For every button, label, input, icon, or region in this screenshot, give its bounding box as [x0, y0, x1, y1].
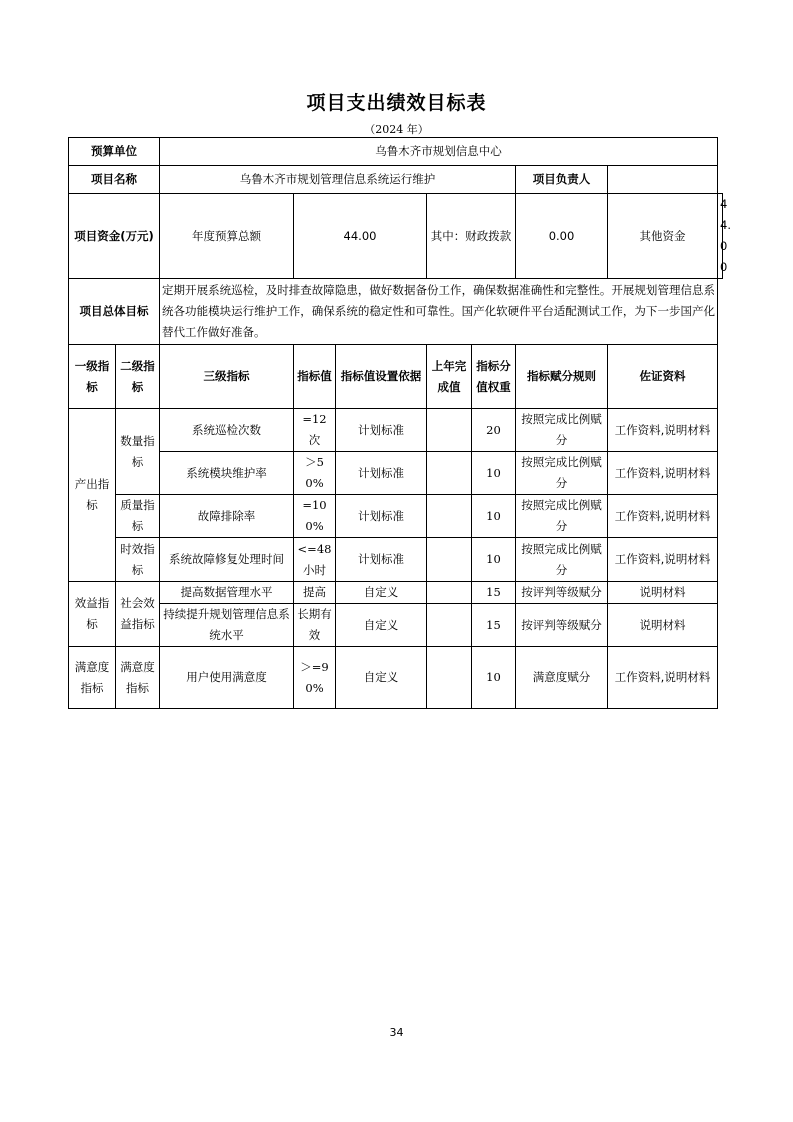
col-header: 三级指标 [160, 345, 294, 409]
rule-cell: 按评判等级赋分 [516, 604, 608, 647]
value-cell: 长期有效 [294, 604, 336, 647]
basis-cell: 计划标准 [336, 452, 427, 495]
col-header: 指标值 [294, 345, 336, 409]
table-row [69, 647, 723, 709]
page-title: 项目支出绩效目标表 [306, 92, 487, 114]
level3-cell: 故障排除率 [160, 495, 294, 538]
value-cell: ＞=90% [294, 647, 336, 709]
project-funds-label: 项目资金(万元) [69, 194, 160, 279]
level3-cell: 系统故障修复处理时间 [160, 538, 294, 582]
project-owner-label: 项目负责人 [516, 166, 608, 194]
table-row [69, 582, 723, 604]
col-header: 指标值设置依据 [336, 345, 427, 409]
weight-cell: 10 [472, 452, 516, 495]
project-name-row [69, 166, 723, 194]
fiscal-funds-value: 0.00 [516, 194, 608, 279]
level1-cell: 产出指标 [69, 409, 116, 582]
evidence-cell: 工作资料,说明材料 [608, 538, 718, 582]
evidence-cell: 说明材料 [608, 604, 718, 647]
budget-unit-value: 乌鲁木齐市规划信息中心 [160, 138, 718, 166]
level3-cell: 系统巡检次数 [160, 409, 294, 452]
level3-cell: 持续提升规划管理信息系统水平 [160, 604, 294, 647]
fiscal-funds-label: 其中：财政拨款 [427, 194, 516, 279]
value-cell: ＞50% [294, 452, 336, 495]
overall-goal-label: 项目总体目标 [69, 279, 160, 345]
col-header: 上年完成值 [427, 345, 472, 409]
evidence-cell: 工作资料,说明材料 [608, 495, 718, 538]
level3-cell: 系统模块维护率 [160, 452, 294, 495]
basis-cell: 自定义 [336, 647, 427, 709]
level1-cell: 满意度指标 [69, 647, 116, 709]
value-cell: 提高 [294, 582, 336, 604]
evidence-cell: 工作资料,说明材料 [608, 647, 718, 709]
basis-cell: 自定义 [336, 582, 427, 604]
basis-cell: 计划标准 [336, 538, 427, 582]
level2-cell: 质量指标 [116, 495, 160, 538]
weight-cell: 10 [472, 495, 516, 538]
budget-unit-label: 预算单位 [69, 138, 160, 166]
weight-cell: 15 [472, 582, 516, 604]
evidence-cell: 工作资料,说明材料 [608, 452, 718, 495]
project-funds-row [69, 194, 723, 279]
annual-budget-label: 年度预算总额 [160, 194, 294, 279]
project-owner-value [608, 166, 718, 194]
col-header: 指标分值权重 [472, 345, 516, 409]
last-year-cell [427, 647, 472, 709]
basis-cell: 计划标准 [336, 495, 427, 538]
value-cell: =100% [294, 495, 336, 538]
level3-cell: 用户使用满意度 [160, 647, 294, 709]
basis-cell: 自定义 [336, 604, 427, 647]
level2-cell: 社会效益指标 [116, 582, 160, 647]
rule-cell: 按照完成比例赋分 [516, 409, 608, 452]
performance-table [68, 137, 732, 709]
col-header: 指标赋分规则 [516, 345, 608, 409]
level2-cell: 数量指标 [116, 409, 160, 495]
table-row [69, 604, 723, 647]
year-label: （2024 年） [364, 123, 429, 136]
column-header-row [69, 345, 723, 409]
rule-cell: 按照完成比例赋分 [516, 495, 608, 538]
col-header: 佐证资料 [608, 345, 718, 409]
evidence-cell: 工作资料,说明材料 [608, 409, 718, 452]
other-funds-label: 其他资金 [608, 194, 718, 279]
basis-cell: 计划标准 [336, 409, 427, 452]
last-year-cell [427, 538, 472, 582]
table-row [69, 452, 723, 495]
level2-cell: 时效指标 [116, 538, 160, 582]
project-name-value: 乌鲁木齐市规划管理信息系统运行维护 [160, 166, 516, 194]
budget-unit-row [69, 138, 723, 166]
value-cell: <=48小时 [294, 538, 336, 582]
table-row [69, 409, 723, 452]
table-row [69, 495, 723, 538]
overall-goal-row [69, 279, 723, 345]
weight-cell: 15 [472, 604, 516, 647]
last-year-cell [427, 495, 472, 538]
weight-cell: 10 [472, 647, 516, 709]
last-year-cell [427, 582, 472, 604]
col-header: 二级指标 [116, 345, 160, 409]
level2-cell: 满意度指标 [116, 647, 160, 709]
annual-budget-value: 44.00 [294, 194, 427, 279]
evidence-cell: 说明材料 [608, 582, 718, 604]
level3-cell: 提高数据管理水平 [160, 582, 294, 604]
weight-cell: 10 [472, 538, 516, 582]
other-funds-value: 44.00 [718, 194, 723, 279]
rule-cell: 按照完成比例赋分 [516, 538, 608, 582]
rule-cell: 按评判等级赋分 [516, 582, 608, 604]
table-row [69, 538, 723, 582]
project-name-label: 项目名称 [69, 166, 160, 194]
last-year-cell [427, 452, 472, 495]
col-header: 一级指标 [69, 345, 116, 409]
overall-goal-cell [160, 279, 718, 345]
last-year-cell [427, 604, 472, 647]
last-year-cell [427, 409, 472, 452]
rule-cell: 满意度赋分 [516, 647, 608, 709]
page-number: 34 [389, 1026, 404, 1039]
overall-goal-text: 定期开展系统巡检，及时排查故障隐患，做好数据备份工作，确保数据准确性和完整性。开展规划管理信息系统各功能模块运行维护工作，确保系统的稳定性和可靠性。国产化软硬件平台适配测试工作，为下一步国产化替代工作做好准备。 [162, 283, 716, 339]
weight-cell: 20 [472, 409, 516, 452]
level1-cell: 效益指标 [69, 582, 116, 647]
rule-cell: 按照完成比例赋分 [516, 452, 608, 495]
value-cell: =12 次 [294, 409, 336, 452]
